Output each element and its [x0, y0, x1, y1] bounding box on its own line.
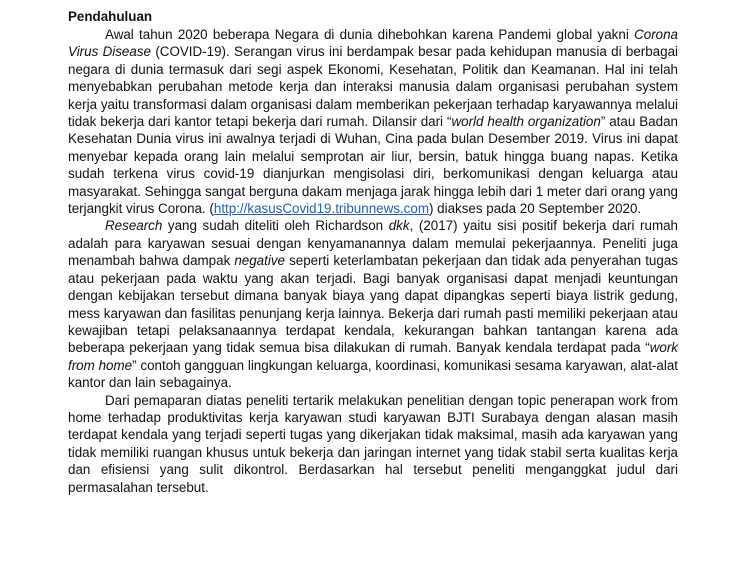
p2-italic-dkk: dkk [388, 218, 410, 234]
p2-italic-research: Research [105, 218, 163, 234]
p2-text-b: yang sudah diteliti oleh Richardson [162, 218, 389, 234]
section-heading: Pendahuluan [68, 9, 153, 24]
p2-italic-negative: negative [234, 253, 285, 269]
paragraph-1 [68, 26, 678, 217]
p2-text-h: ” contoh gangguan lingkungan keluarga, koordinasi, komunikasi sesama karyawan, alat-alat kantor dan lain sebagainya. [68, 357, 678, 391]
p2-text-d: , (2017) yaitu sisi positif bekerja dari rumah adalah para karyawan sesuai dengan kenyamanannya dalam memulai pekerjaannya. Peneliti juga menambah bahwa dampak [68, 218, 678, 269]
document-page [68, 7, 678, 496]
paragraph-3: Dari pemaparan diatas peneliti tertarik melakukan penelitian dengan topic penerapan work from home terhadap produktivitas kerja karyawan studi karyawan BJTI Surabaya dengan alasan masih terdapat kendala yang terjadi seperti tugas yang dikerjakan tidak maksimal, masih ada karyawan yang tidak memiliki ruangan khusus untuk bekerja dan jaringan internet yang tidak stabil serta kualitas kerja dan efisiensi yang sulit dikontrol. Berdasarkan hal tersebut peneliti menganggkat judul dari permasalahan tersebut. [68, 392, 678, 495]
p1-italic-covid: Corona Virus Disease [68, 27, 678, 60]
p1-text-e: ” atau Badan Kesehatan Dunia virus ini awalnya terjadi di Wuhan, Cina pada bulan Desember 2019. Virus ini dapat menyebar kepada orang lain melalui semprotan air liur, bersin, batuk hingga buang napas. Ketika sudah terkena virus covid-19 dianjurkan mengisolasi diri, berkomunikasi dengan keluarga atau masyarakat. Sehingga sangat berguna dakam menjaga jarak hingga lebih dari 1 meter dari orang yang terjangkit virus Corona. ( [68, 114, 678, 217]
p1-italic-who: world health organization [451, 114, 601, 130]
p2-text-f: seperti keterlambatan pekerjaan dan tidak ada penyerahan tugas atau pekerjaan pada waktu yang akan terjadi. Bagi banyak organisasi dapat menjadi keuntungan dengan kebijakan tersebut dimana banyak biaya yang dapat dipangkas seperti biaya listrik gedung, mess karyawan dan fasilitas penunjang kerja lainnya. Bekerja dari rumah pasti memiliki pekerjaan atau kewajiban tetapi pelaksanaannya terdapat kendala, kekurangan bahkan tantangan karena ada beberapa pekerjaan yang tidak semua bisa dilakukan di rumah. Banyak kendala terdapat pada “ [68, 253, 678, 356]
p1-text-a: Awal tahun 2020 beberapa Negara di dunia dihebohkan karena Pandemi global yakni [105, 27, 635, 42]
paragraph-2 [68, 217, 678, 391]
p2-italic-wfh: work from home [68, 340, 678, 373]
p1-text-f: ) diakses pada 20 September 2020. [428, 201, 642, 217]
source-link[interactable]: http://kasusCovid19.tribunnews.com [213, 201, 429, 217]
p1-text-c: (COVID-19). Serangan virus ini berdampak besar pada kehidupan manusia di berbagai negara di dunia termasuk dari segi aspek Ekonomi, Kesehatan, Politik dan Keamanan. Hal ini telah menyebabkan perubahan metode kerja dan interaksi manusia dalam organisasi perubahan system kerja yaitu transformasi dalam organisasi dalam memberikan pekerjaan terhadap karyawannya melalui tidak bekerja dari kantor tetapi bekerja dari rumah. Dilansir dari “ [68, 44, 678, 130]
